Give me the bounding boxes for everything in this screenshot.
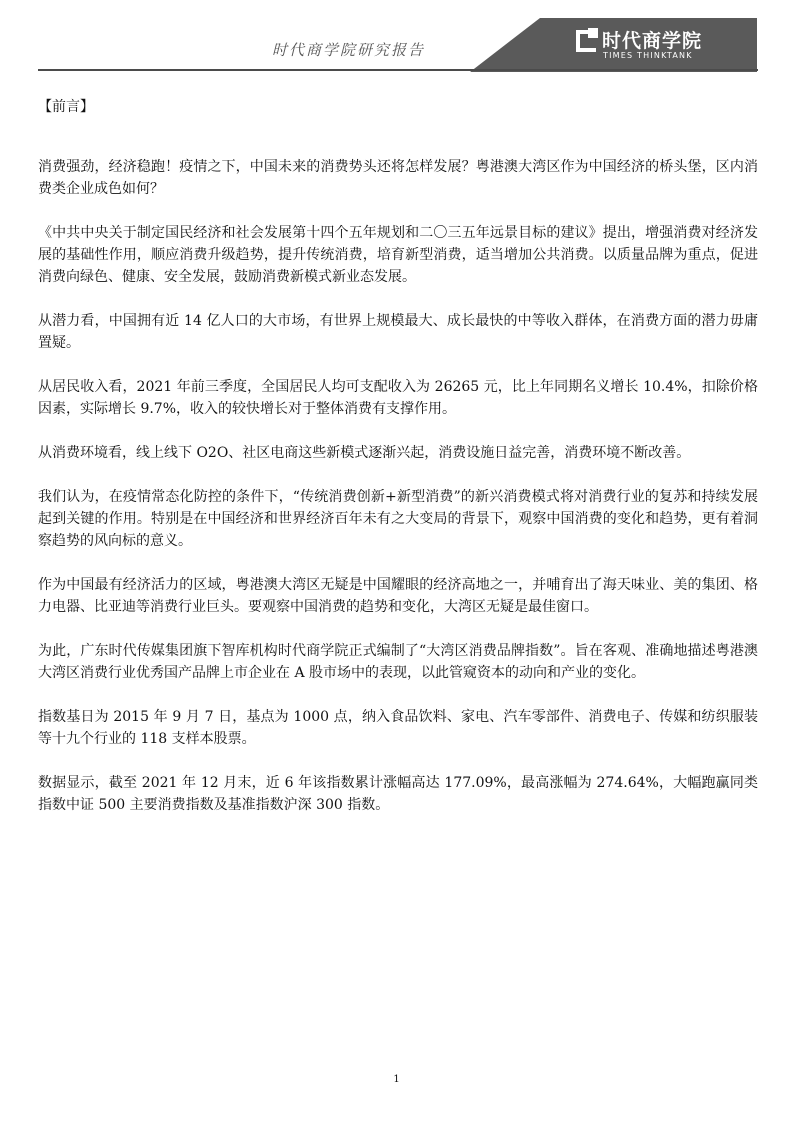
section-title: 【前言】	[38, 99, 94, 115]
paragraph-7: 作为中国最有经济活力的区域，粤港澳大湾区无疑是中国耀眼的经济高地之一，并哺育出了海天味业、美的集团、格力电器、比亚迪等消费行业巨头。要观察中国消费的趋势和变化，大湾区无疑是最佳窗口。	[38, 577, 758, 615]
report-title: 时代商学院研究报告	[272, 41, 426, 59]
paragraph-6: 我们认为，在疫情常态化防控的条件下，“传统消费创新+新型消费”的新兴消费模式将对消费行业的复苏和持续发展起到关键的作用。特别是在中国经济和世界经济百年未有之大变局的背景下，观察中国消费的变化和趋势，更有着洞察趋势的风向标的意义。	[38, 489, 758, 549]
logo-cn-text: 时代商学院	[602, 30, 703, 52]
logo-en-text: TIMES THINKTANK	[603, 51, 693, 60]
paragraph-9: 指数基日为 2015 年 9 月 7 日，基点为 1000 点，纳入食品饮料、家电、汽车零部件、消费电子、传媒和纺织服装等十九个行业的 118 支样本股票。	[38, 709, 758, 747]
page-number: 1	[393, 1074, 400, 1085]
header-divider	[38, 69, 758, 71]
paragraph-5: 从消费环境看，线上线下 O2O、社区电商这些新模式逐渐兴起，消费设施日益完善，消费环境不断改善。	[38, 445, 691, 461]
paragraph-1: 消费强劲，经济稳跑！疫情之下，中国未来的消费势头还将怎样发展？粤港澳大湾区作为中国经济的桥头堡，区内消费类企业成色如何？	[38, 159, 758, 197]
page-header	[0, 0, 793, 80]
paragraph-3: 从潜力看，中国拥有近 14 亿人口的大市场，有世界上规模最大、成长最快的中等收入群体，在消费方面的潜力毋庸置疑。	[38, 313, 758, 351]
document-body	[38, 96, 758, 838]
logo-mark-icon	[576, 30, 596, 52]
paragraph-10: 数据显示，截至 2021 年 12 月末，近 6 年该指数累计涨幅高达 177.09%，最高涨幅为 274.64%，大幅跑赢同类指数中证 500 主要消费指数及基准指数沪深 300 指数。	[38, 775, 758, 813]
paragraph-8: 为此，广东时代传媒集团旗下智库机构时代商学院正式编制了“大湾区消费品牌指数”。旨在客观、准确地描述粤港澳大湾区消费行业优秀国产品牌上市企业在 A 股市场中的表现，以此管窥资本的动向和产业的变化。	[38, 643, 758, 681]
paragraph-4: 从居民收入看，2021 年前三季度，全国居民人均可支配收入为 26265 元，比上年同期名义增长 10.4%，扣除价格因素，实际增长 9.7%，收入的较快增长对于整体消费有支撑作用。	[38, 379, 758, 417]
paragraph-2: 《中共中央关于制定国民经济和社会发展第十四个五年规划和二〇三五年远景目标的建议》提出，增强消费对经济发展的基础性作用，顺应消费升级趋势，提升传统消费，培育新型消费，适当增加公共消费。以质量品牌为重点，促进消费向绿色、健康、安全发展，鼓励消费新模式新业态发展。	[38, 225, 758, 285]
